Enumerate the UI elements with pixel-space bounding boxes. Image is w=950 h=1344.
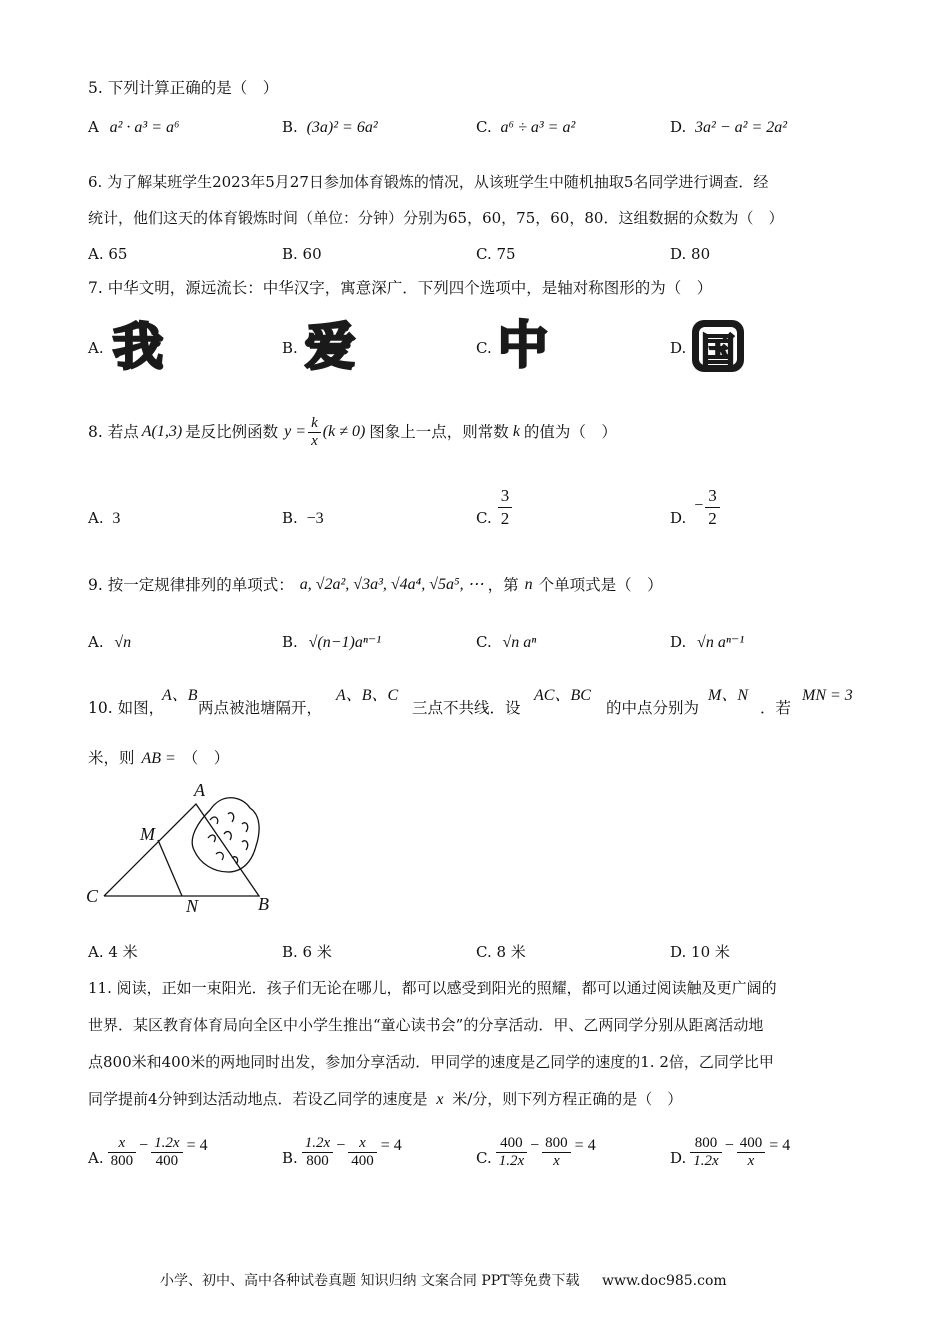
label-n: N bbox=[186, 896, 199, 916]
q10-mn: M、N bbox=[708, 687, 749, 704]
q10-stem-prefix: 10. 如图， bbox=[88, 699, 165, 717]
fraction-denominator: 1.2x bbox=[498, 1153, 525, 1169]
option-expression: √n aⁿ bbox=[502, 634, 537, 651]
q9-stem bbox=[88, 570, 663, 600]
q11-option-b: B. $\frac{1.2x}{800}$ − $\frac{x}{400}$ = 4 bbox=[282, 1135, 402, 1169]
footer-text: 小学、初中、高中各种试卷真题 知识归纳 文案合同 PPT等免费下载 bbox=[160, 1273, 580, 1289]
option-fraction bbox=[498, 485, 513, 530]
character-ai-image bbox=[302, 318, 358, 374]
q8-var-k: k bbox=[512, 423, 520, 440]
q9-stem-end: 个单项式是（ ） bbox=[538, 576, 663, 594]
fraction-right bbox=[348, 1135, 377, 1170]
q10-figure bbox=[82, 778, 282, 918]
q10-stem-line2 bbox=[88, 748, 229, 769]
q8-stem-end: 的值为（ ） bbox=[523, 423, 617, 441]
fraction-left bbox=[690, 1135, 721, 1170]
label-c: C bbox=[86, 886, 99, 906]
option-label: A. bbox=[88, 633, 104, 651]
q6-stem-line2: 统计，他们这天的体育锻炼时间（单位：分钟）分别为65，60，75，60，80．这组数据的众数为（ ） bbox=[88, 209, 784, 227]
fraction-denominator: x bbox=[311, 432, 318, 449]
fraction-numerator: 800 bbox=[542, 1135, 571, 1153]
label-a: A bbox=[194, 780, 205, 800]
q8-stem-mid: 是反比例函数 bbox=[185, 423, 279, 441]
option-expression: √(n−1)aⁿ⁻¹ bbox=[308, 634, 382, 651]
fraction-right bbox=[151, 1135, 182, 1170]
q10-ab: A、B bbox=[162, 687, 198, 704]
fraction-numerator: x bbox=[348, 1135, 377, 1153]
q6-option-d: D. 80 bbox=[670, 245, 711, 263]
option-label: A. bbox=[88, 509, 104, 527]
q9-stem-prefix: 9. 按一定规律排列的单项式： bbox=[88, 576, 294, 594]
label-b: B bbox=[258, 894, 269, 914]
option-fraction bbox=[705, 485, 720, 530]
character-glyph: 中 bbox=[497, 316, 549, 372]
q5-option-a bbox=[88, 117, 180, 138]
q10-option-c: C. 8 米 bbox=[476, 943, 526, 961]
q10-option-a: A. 4 米 bbox=[88, 943, 138, 961]
q9-option-a bbox=[88, 632, 131, 653]
character-glyph: 国 bbox=[701, 331, 735, 371]
fraction-numerator: 1.2x bbox=[151, 1135, 182, 1153]
option-label: B. bbox=[282, 633, 298, 651]
q9-option-b bbox=[282, 632, 381, 653]
q9-option-c bbox=[476, 632, 536, 653]
q11-var-x: x bbox=[436, 1091, 444, 1108]
fraction-numerator: 3 bbox=[498, 485, 513, 508]
equation-rhs: = 4 bbox=[769, 1137, 791, 1154]
fraction-denominator: x bbox=[553, 1153, 560, 1169]
q11-line2: 世界．某区教育体育局向全区中小学生推出“童心读书会”的分享活动．甲、乙两同学分别从距离活动地 bbox=[88, 1016, 764, 1034]
fraction-numerator: x bbox=[108, 1135, 137, 1153]
option-value: −3 bbox=[306, 510, 324, 527]
character-glyph: 爱 bbox=[305, 318, 355, 374]
option-expression: 3a² − a² = 2a² bbox=[695, 119, 788, 136]
option-label: B. bbox=[282, 509, 298, 527]
q11-line4-prefix: 同学提前4分钟到达活动地点．若设乙同学的速度是 bbox=[88, 1090, 428, 1108]
q11-line1: 11. 阅读，正如一束阳光．孩子们无论在哪儿，都可以感受到阳光的照耀，都可以通过阅读触及更广阔的 bbox=[88, 979, 777, 997]
q10-line2-prefix: 米，则 bbox=[88, 749, 135, 767]
equation-rhs: = 4 bbox=[380, 1137, 402, 1154]
fraction-denominator: x bbox=[747, 1153, 755, 1169]
q6-stem-line1: 6. 为了解某班学生2023年5月27日参加体育锻炼的情况，从该班学生中随机抽取5名同学进行调查．经 bbox=[88, 173, 769, 191]
q10-stem-t1: 两点被池塘隔开， bbox=[198, 699, 323, 717]
option-expression: √n bbox=[114, 634, 132, 651]
fraction-right bbox=[542, 1135, 571, 1170]
equation-rhs: = 4 bbox=[574, 1137, 596, 1154]
q5-option-d bbox=[670, 117, 787, 138]
q10-stem-t3: 的中点分别为 bbox=[606, 699, 700, 717]
character-glyph: 我 bbox=[113, 318, 163, 374]
q6-option-b: B. 60 bbox=[282, 245, 322, 263]
q7-option-a-label: A. bbox=[88, 339, 104, 357]
q11-line3: 点800米和400米的两地同时出发，参加分享活动．甲同学的速度是乙同学的速度的1. 2倍，乙同学比甲 bbox=[88, 1053, 774, 1071]
q6-option-a: A. 65 bbox=[88, 245, 128, 263]
q8-stem-prefix: 8. 若点 bbox=[88, 423, 139, 441]
q8-stem-suffix: 图象上一点，则常数 bbox=[369, 423, 509, 441]
q9-option-d bbox=[670, 632, 744, 653]
option-label: B. bbox=[282, 1149, 298, 1167]
character-zhong-image bbox=[495, 316, 551, 372]
q9-stem-mid: ，第 bbox=[487, 576, 519, 594]
option-expression: a² · a³ = a⁶ bbox=[109, 119, 180, 136]
q7-option-b-label: B. bbox=[282, 339, 298, 357]
q9-var-n: n bbox=[524, 576, 533, 593]
fraction-numerator: 400 bbox=[496, 1135, 527, 1153]
character-guo-image bbox=[690, 318, 746, 374]
fraction-left bbox=[302, 1135, 333, 1170]
option-label: D. bbox=[670, 633, 687, 651]
q10-line2-end: （ ） bbox=[182, 749, 230, 767]
pond-outline bbox=[192, 798, 259, 872]
option-label: C. bbox=[476, 118, 492, 136]
triangle-abc bbox=[104, 804, 259, 896]
q5-stem: 5. 下列计算正确的是（ ） bbox=[88, 79, 279, 97]
option-expression: a⁶ ÷ a³ = a² bbox=[500, 119, 576, 136]
fraction-denominator: 800 bbox=[306, 1153, 329, 1169]
page-footer bbox=[160, 1270, 727, 1290]
fraction-numerator: 800 bbox=[690, 1135, 721, 1153]
q10-abc: A、B、C bbox=[336, 687, 399, 704]
q9-sequence: a, √2a², √3a³, √4a⁴, √5a⁵, ⋯ bbox=[299, 576, 484, 593]
q6-option-c: C. 75 bbox=[476, 245, 516, 263]
q7-stem: 7. 中华文明，源远流长：中华汉字，寓意深广．下列四个选项中，是轴对称图形的为（ ） bbox=[88, 279, 713, 297]
label-m: M bbox=[140, 824, 155, 844]
q5-option-c bbox=[476, 117, 575, 138]
q11-option-a: A. $\frac{x}{800}$ − $\frac{1.2x}{400}$ = 4 bbox=[88, 1135, 208, 1169]
q8-func-condition: (k ≠ 0) bbox=[322, 423, 366, 440]
q7-option-c-label: C. bbox=[476, 339, 492, 357]
option-sign: − bbox=[694, 497, 704, 514]
q7-option-d-label: D. bbox=[670, 339, 687, 357]
option-label: D. bbox=[670, 118, 687, 136]
q5-option-b bbox=[282, 117, 378, 138]
option-value: 3 bbox=[112, 510, 121, 527]
option-label: A bbox=[88, 118, 99, 136]
option-label: A. bbox=[88, 1149, 104, 1167]
option-label: C. bbox=[476, 633, 492, 651]
q11-line4 bbox=[88, 1089, 682, 1110]
option-label: B. bbox=[282, 118, 298, 136]
fraction-left bbox=[496, 1135, 527, 1170]
fraction-denominator: 800 bbox=[110, 1153, 134, 1169]
q10-option-d: D. 10 米 bbox=[670, 943, 730, 961]
fraction-denominator: 1.2x bbox=[693, 1153, 719, 1169]
q10-mn-eq: MN = 3 bbox=[802, 687, 853, 704]
q8-option-c bbox=[476, 480, 512, 530]
segment-mn bbox=[158, 840, 182, 896]
q8-func-lhs: y = bbox=[284, 423, 307, 440]
fraction-numerator: 1.2x bbox=[302, 1135, 333, 1153]
fraction-numerator: 3 bbox=[705, 485, 720, 508]
q11-line4-end: 米/分，则下列方程正确的是（ ） bbox=[452, 1090, 683, 1108]
fraction-numerator: 400 bbox=[737, 1135, 766, 1153]
fraction-right bbox=[737, 1135, 766, 1170]
q10-stem-t2: 三点不共线．设 bbox=[412, 699, 521, 717]
q8-stem bbox=[88, 410, 617, 454]
q8-option-b bbox=[282, 508, 324, 529]
option-expression: √n aⁿ⁻¹ bbox=[697, 634, 745, 651]
fraction-denominator: 400 bbox=[351, 1153, 374, 1169]
footer-url[interactable]: www.doc985.com bbox=[601, 1273, 727, 1289]
fraction-denominator: 2 bbox=[708, 509, 717, 528]
character-wo-image bbox=[110, 318, 166, 374]
q8-func-fraction bbox=[308, 415, 321, 450]
q10-ab-eq: AB = bbox=[141, 750, 176, 767]
option-label: C. bbox=[476, 509, 492, 527]
q8-option-a bbox=[88, 508, 120, 529]
q10-option-b: B. 6 米 bbox=[282, 943, 332, 961]
option-expression: (3a)² = 6a² bbox=[306, 119, 378, 136]
equation-rhs: = 4 bbox=[186, 1137, 208, 1154]
pond-ripples bbox=[208, 813, 248, 864]
q10-acbc: AC、BC bbox=[534, 687, 591, 704]
option-label: D. bbox=[670, 509, 687, 527]
option-label: D. bbox=[670, 1149, 687, 1167]
q8-point: A(1,3) bbox=[141, 423, 183, 440]
q10-stem-t4: ．若 bbox=[760, 699, 792, 717]
option-label: C. bbox=[476, 1149, 492, 1167]
fraction-left bbox=[108, 1135, 137, 1170]
fraction-denominator: 400 bbox=[155, 1153, 179, 1169]
q8-option-d bbox=[670, 480, 720, 530]
q11-option-d: D. $\frac{800}{1.2x}$ − $\frac{400}{x}$ = 4 bbox=[670, 1135, 791, 1169]
fraction-numerator: k bbox=[308, 415, 321, 433]
q11-option-c: C. $\frac{400}{1.2x}$ − $\frac{800}{x}$ = 4 bbox=[476, 1135, 596, 1169]
fraction-denominator: 2 bbox=[500, 509, 510, 528]
